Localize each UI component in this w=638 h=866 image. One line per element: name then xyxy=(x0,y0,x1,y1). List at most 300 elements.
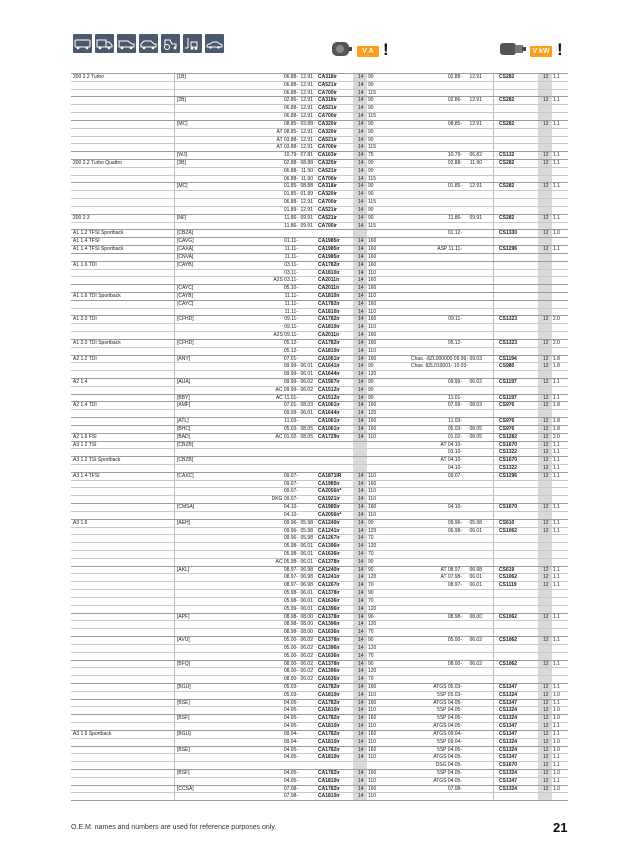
alternator-part-number: CA1810ir xyxy=(318,308,340,315)
alternator-part-number: CA1061ir xyxy=(318,402,340,409)
table-row xyxy=(71,683,568,691)
alternator-to-date: 06.02 xyxy=(300,668,313,675)
starter-from-date: AT 08.97- xyxy=(440,566,462,573)
alternator-to-date: 08.88 xyxy=(300,183,313,190)
starter-to-date: 12.91 xyxy=(469,97,482,104)
starter-part-number: CS282 xyxy=(499,160,515,167)
alternator-amperage: 110 xyxy=(368,308,376,315)
alternator-part-number: CA1810ir xyxy=(318,691,340,698)
model: A2 1.6 FSI xyxy=(73,433,97,440)
starter-part-number: CS976 xyxy=(499,402,515,409)
alternator-amperage: 70 xyxy=(368,652,374,659)
alternator-to-date: 11.90 xyxy=(300,167,313,174)
alternator-part-number: CA2011ir xyxy=(318,285,340,292)
alternator-voltage: 14 xyxy=(358,746,364,753)
alternator-part-number: CA1240ir xyxy=(318,566,340,573)
alternator-voltage: 14 xyxy=(358,644,364,651)
alternator-voltage: 14 xyxy=(358,574,364,581)
alternator-voltage: 14 xyxy=(358,558,364,565)
alternator-from-date: A2S 09.11- xyxy=(273,332,298,339)
alternator-part-number: CA1396ir xyxy=(318,668,340,675)
starter-part-number: CS1670 xyxy=(499,441,518,448)
starter-part-number: CS282 xyxy=(499,183,515,190)
table-row xyxy=(71,472,568,480)
alternator-amperage: 90 xyxy=(368,191,374,198)
alternator-amperage: 70 xyxy=(368,597,374,604)
alternator-amperage: 120 xyxy=(368,605,377,612)
starter-part-number: CS1347 xyxy=(499,777,518,784)
alternator-from-date: 05.98- xyxy=(283,590,298,597)
alternator-part-number: CA1782ir xyxy=(318,316,340,323)
table-row xyxy=(71,198,568,206)
starter-from-date: 05.00- xyxy=(447,637,462,644)
starter-to-date: 08.05 xyxy=(469,425,482,432)
alternator-part-number: CA1061ir xyxy=(318,355,340,362)
alternator-part-number: CA1396ir xyxy=(318,621,340,628)
starter-part-number: CS1324 xyxy=(499,785,518,792)
alternator-from-date: 06.88- xyxy=(283,175,298,182)
alternator-from-date: 09.04- xyxy=(283,730,298,737)
starter-part-number: CS1282 xyxy=(499,433,518,440)
table-row xyxy=(71,456,568,464)
alternator-voltage: 14 xyxy=(358,433,364,440)
alternator-amperage: 90 xyxy=(368,97,374,104)
starter-part-number: CS1347 xyxy=(499,699,518,706)
alternator-from-date: 08.85- xyxy=(283,120,298,127)
alternator-from-date: AC 05.98- xyxy=(275,558,298,565)
alternator-amperage: 90 xyxy=(368,613,374,620)
table-row xyxy=(71,667,568,675)
starter-kilowatts: 1.1 xyxy=(553,457,560,464)
alternator-part-number: CA320ir xyxy=(318,128,337,135)
starter-voltage-kw-badge: V kW xyxy=(530,46,552,57)
alternator-voltage: 14 xyxy=(358,292,364,299)
alternator-part-number: CA163ir xyxy=(318,152,337,159)
alternator-part-number: CA2056ir* xyxy=(318,511,342,518)
alternator-part-number: CA1985ir xyxy=(318,246,340,253)
alternator-amperage: 90 xyxy=(368,566,374,573)
engine-code: [ATL] xyxy=(177,418,189,425)
starter-part-number: CS1670 xyxy=(499,504,518,511)
model: A1 1.4 TFSI xyxy=(73,238,100,245)
alternator-voltage: 14 xyxy=(358,730,364,737)
table-row xyxy=(71,761,568,769)
alternator-from-date: 07.08- xyxy=(283,793,298,800)
alternator-voltage: 14 xyxy=(358,371,364,378)
alternator-part-number: CA1810ir xyxy=(318,347,340,354)
starter-to-date: 06.98 xyxy=(469,566,482,573)
alternator-amperage: 90 xyxy=(368,378,374,385)
table-row xyxy=(71,237,568,245)
alternator-amperage: 160 xyxy=(368,730,377,737)
alternator-part-number: CA1810ir xyxy=(318,269,340,276)
starter-kilowatts: 1.0 xyxy=(553,769,560,776)
starter-kilowatts: 1.1 xyxy=(553,214,560,221)
starter-to-date: 06.01 xyxy=(469,574,482,581)
application-table xyxy=(71,73,568,801)
alternator-from-date: 01.89- xyxy=(283,206,298,213)
alternator-voltage: 14 xyxy=(358,199,364,206)
table-row xyxy=(71,527,568,535)
alternator-to-date: 05.98 xyxy=(300,527,313,534)
alternator-from-date: 06.88- xyxy=(283,167,298,174)
alternator-amperage: 160 xyxy=(368,316,377,323)
alternator-amperage: 110 xyxy=(368,488,376,495)
alternator-from-date: AT 03.88- xyxy=(276,144,298,151)
starter-voltage: 12 xyxy=(543,449,549,456)
table-row xyxy=(71,104,568,112)
starter-from-date: 11.86- xyxy=(448,214,462,221)
alternator-amperage: 70 xyxy=(368,582,374,589)
table-row xyxy=(71,542,568,550)
table-row xyxy=(71,253,568,261)
alternator-voltage: 14 xyxy=(358,386,364,393)
table-row xyxy=(71,167,568,175)
alternator-voltage: 14 xyxy=(358,754,364,761)
table-row xyxy=(71,370,568,378)
alternator-to-date: 08.05 xyxy=(300,433,313,440)
alternator-part-number: CA318ir xyxy=(318,97,337,104)
starter-voltage: 12 xyxy=(543,762,549,769)
alternator-voltage-amp-badge: V A xyxy=(357,46,379,57)
alternator-part-number: CA1810ir xyxy=(318,738,340,745)
starter-part-number: CS1296 xyxy=(499,246,518,253)
alternator-amperage: 160 xyxy=(368,246,377,253)
table-row xyxy=(71,636,568,644)
starter-from-date: Chas. -8ZL000000 09.99- xyxy=(411,355,468,362)
starter-voltage: 12 xyxy=(543,504,549,511)
alternator-part-number: CA1378ir xyxy=(318,613,340,620)
alternator-from-date: 09.99- xyxy=(283,371,298,378)
starter-kilowatts: 1.0 xyxy=(553,738,560,745)
alternator-voltage: 14 xyxy=(358,683,364,690)
alternator-from-date: 05.10- xyxy=(283,285,298,292)
alternator-voltage: 14 xyxy=(358,332,364,339)
starter-kilowatts: 1.1 xyxy=(553,183,560,190)
starter-voltage: 12 xyxy=(543,355,549,362)
alternator-amperage: 110 xyxy=(368,511,376,518)
alternator-from-date: 01.85- xyxy=(283,191,298,198)
alternator-from-date: 10.79- xyxy=(283,152,298,159)
alternator-voltage: 14 xyxy=(358,74,364,80)
engine-code: [BAD] xyxy=(177,433,191,440)
table-row xyxy=(71,190,568,198)
alternator-amperage: 160 xyxy=(368,418,377,425)
engine-code: [BHC] xyxy=(177,425,191,432)
engine-code: [CAYC] xyxy=(177,300,194,307)
starter-kilowatts: 2.0 xyxy=(553,339,560,346)
engine-code: [CAXC] xyxy=(177,472,194,479)
starter-from-date: 08.00- xyxy=(447,660,462,667)
alternator-amperage: 110 xyxy=(368,754,376,761)
alternator-from-date: 09.04- xyxy=(283,738,298,745)
alternator-amperage: 115 xyxy=(368,222,376,229)
alternator-amperage: 120 xyxy=(368,527,377,534)
starter-voltage: 12 xyxy=(543,246,549,253)
alternator-voltage: 14 xyxy=(358,222,364,229)
alternator-amperage: 90 xyxy=(368,519,374,526)
alternator-from-date: 05.99- xyxy=(283,605,298,612)
model: 200 2.2 Turbo Quattro xyxy=(73,160,122,167)
engine-code: [ANY] xyxy=(177,355,191,362)
engine-code: [BSF] xyxy=(177,769,190,776)
engine-code: [MC] xyxy=(177,120,188,127)
alternator-voltage: 14 xyxy=(358,97,364,104)
alternator-part-number: CA1267ir xyxy=(318,582,340,589)
table-row xyxy=(71,448,568,456)
alternator-voltage: 14 xyxy=(358,621,364,628)
alternator-voltage: 14 xyxy=(358,105,364,112)
starter-part-number: CS282 xyxy=(499,120,515,127)
starter-kilowatts: 1.1 xyxy=(553,730,560,737)
starter-voltage: 12 xyxy=(543,472,549,479)
alternator-voltage: 14 xyxy=(358,206,364,213)
starter-kilowatts: 1.1 xyxy=(553,504,560,511)
starter-from-date: 02.88- xyxy=(447,74,462,80)
alternator-from-date: 11.86- xyxy=(284,214,298,221)
starter-from-date: ASP 11.11- xyxy=(437,246,462,253)
starter-voltage: 12 xyxy=(543,339,549,346)
alternator-part-number: CA320ir xyxy=(318,160,337,167)
table-row xyxy=(71,487,568,495)
table-row xyxy=(71,276,568,284)
alternator-voltage: 14 xyxy=(358,527,364,534)
model: A1 1.6 TDI Sportback xyxy=(73,292,121,299)
alternator-from-date: 11.86- xyxy=(284,222,298,229)
alternator-voltage: 14 xyxy=(358,418,364,425)
starter-from-date: 05.03- xyxy=(447,425,462,432)
alternator-voltage: 14 xyxy=(358,511,364,518)
alternator-amperage: 120 xyxy=(368,574,377,581)
starter-from-date: 02.86- xyxy=(447,97,462,104)
engine-code: [CAYC] xyxy=(177,285,194,292)
alternator-voltage: 14 xyxy=(358,81,364,88)
starter-part-number: CS1062 xyxy=(499,637,518,644)
starter-part-number: CS1062 xyxy=(499,527,518,534)
alternator-voltage: 14 xyxy=(358,324,364,331)
alternator-voltage: 14 xyxy=(358,347,364,354)
starter-voltage: 12 xyxy=(543,183,549,190)
alternator-voltage: 14 xyxy=(358,128,364,135)
alternator-from-date: 07.08- xyxy=(283,785,298,792)
alternator-from-date: 05.00- xyxy=(283,637,298,644)
alternator-part-number: CA1644ir xyxy=(318,371,340,378)
starter-kilowatts: 1.8 xyxy=(553,418,560,425)
alternator-amperage: 110 xyxy=(368,472,376,479)
alternator-from-date: 09.07- xyxy=(283,472,298,479)
alternator-part-number: CA1810ir xyxy=(318,324,340,331)
alternator-from-date: AC 09.99- xyxy=(275,386,298,393)
alternator-part-number: CA1378ir xyxy=(318,660,340,667)
alternator-to-date: 06.01 xyxy=(300,543,313,550)
van-icon xyxy=(117,34,136,53)
alternator-part-number: CA2056ir* xyxy=(318,488,342,495)
starter-kilowatts: 1.8 xyxy=(553,363,560,370)
starter-to-date: 06.82 xyxy=(469,152,482,159)
alternator-amperage: 160 xyxy=(368,425,377,432)
alternator-amperage: 70 xyxy=(368,629,374,636)
alternator-part-number: CA700ir xyxy=(318,222,337,229)
alternator-amperage: 110 xyxy=(368,347,376,354)
alternator-voltage: 14 xyxy=(358,316,364,323)
alternator-from-date: 03.11- xyxy=(284,269,298,276)
model: A2 1.4 TDI xyxy=(73,402,97,409)
alternator-from-date: 09.11- xyxy=(284,316,298,323)
starter-from-date: DSG 04.05- xyxy=(435,762,462,769)
starter-voltage: 12 xyxy=(543,402,549,409)
alternator-part-number: CA1782ir xyxy=(318,769,340,776)
table-row xyxy=(71,394,568,402)
alternator-warning-icon: ! xyxy=(383,40,389,59)
starter-part-number: CS1062 xyxy=(499,574,518,581)
starter-voltage: 12 xyxy=(543,441,549,448)
alternator-from-date: AC 01.02- xyxy=(275,433,298,440)
alternator-amperage: 110 xyxy=(368,433,376,440)
alternator-part-number: CA1636ir xyxy=(318,676,340,683)
alternator-amperage: 160 xyxy=(368,504,377,511)
alternator-voltage: 14 xyxy=(358,590,364,597)
starter-voltage: 12 xyxy=(543,785,549,792)
alternator-to-date: 06.01 xyxy=(300,597,313,604)
alternator-amperage: 160 xyxy=(368,785,377,792)
table-row xyxy=(71,675,568,683)
alternator-to-date: 06.02 xyxy=(300,652,313,659)
table-row xyxy=(71,143,568,151)
starter-part-number: CS1670 xyxy=(499,762,518,769)
starter-from-date: 06.98- xyxy=(447,527,462,534)
alternator-part-number: CA1782ir xyxy=(318,785,340,792)
alternator-voltage: 14 xyxy=(358,285,364,292)
starter-from-date: 5SP 04.05- xyxy=(437,715,462,722)
alternator-voltage: 14 xyxy=(358,723,364,730)
alternator-amperage: 120 xyxy=(368,668,377,675)
starter-kilowatts: 2.0 xyxy=(553,316,560,323)
alternator-from-date: 02.86- xyxy=(283,97,298,104)
alternator-from-date: 04.05- xyxy=(283,699,298,706)
engine-code: [WJ] xyxy=(177,152,187,159)
starter-from-date: ATGS 04.05- xyxy=(433,754,462,761)
alternator-to-date: 08.00 xyxy=(300,613,313,620)
starter-to-date: 08.05 xyxy=(469,433,482,440)
model: 200 2.3 xyxy=(73,214,90,221)
table-row xyxy=(71,96,568,104)
forklift-icon xyxy=(183,34,202,53)
starter-kilowatts: 1.8 xyxy=(553,425,560,432)
table-row xyxy=(71,433,568,441)
starter-voltage: 12 xyxy=(543,613,549,620)
starter-kilowatts: 1.1 xyxy=(553,566,560,573)
alternator-voltage: 14 xyxy=(358,637,364,644)
alternator-voltage: 14 xyxy=(358,504,364,511)
table-row xyxy=(71,151,568,159)
alternator-from-date: 04.05- xyxy=(283,769,298,776)
alternator-amperage: 120 xyxy=(368,644,377,651)
engine-code: [CAYB] xyxy=(177,261,194,268)
alternator-amperage: 120 xyxy=(368,621,377,628)
alternator-from-date: 04.05- xyxy=(283,707,298,714)
alternator-to-date: 06.01 xyxy=(300,605,313,612)
starter-kilowatts: 1.1 xyxy=(553,394,560,401)
alternator-from-date: 09.99- xyxy=(283,378,298,385)
table-row xyxy=(71,401,568,409)
alternator-from-date: 05.03- xyxy=(283,683,298,690)
alternator-to-date: 06.01 xyxy=(300,590,313,597)
alternator-amperage: 110 xyxy=(368,777,376,784)
truck-icon xyxy=(95,34,114,53)
alternator-part-number: CA1644ir xyxy=(318,410,340,417)
table-row xyxy=(71,175,568,183)
alternator-from-date: 11.11- xyxy=(284,292,298,299)
alternator-part-number: CA700ir xyxy=(318,89,337,96)
alternator-part-number: CA1241ir xyxy=(318,574,340,581)
starter-voltage: 12 xyxy=(543,683,549,690)
alternator-to-date: 05.98 xyxy=(300,535,313,542)
alternator-from-date: 02.88- xyxy=(283,160,298,167)
starter-part-number: CS1670 xyxy=(499,457,518,464)
starter-kilowatts: 1.1 xyxy=(553,465,560,471)
table-row xyxy=(71,597,568,605)
alternator-voltage: 14 xyxy=(358,597,364,604)
starter-kilowatts: 1.1 xyxy=(553,152,560,159)
alternator-part-number: CA1782ir xyxy=(318,699,340,706)
alternator-part-number: CA521ir xyxy=(318,167,337,174)
alternator-voltage: 14 xyxy=(358,488,364,495)
alternator-part-number: CA1782ir xyxy=(318,730,340,737)
model: A1 2.0 TDI Sportback xyxy=(73,339,121,346)
alternator-amperage: 70 xyxy=(368,676,374,683)
alternator-part-number: CA1782ir xyxy=(318,339,340,346)
starter-part-number: CS1194 xyxy=(499,355,517,362)
alternator-amperage: 120 xyxy=(368,371,377,378)
table-row xyxy=(71,699,568,707)
alternator-part-number: CA1636ir xyxy=(318,652,340,659)
table-row xyxy=(71,269,568,277)
alternator-from-date: 05.12- xyxy=(283,339,298,346)
starter-to-date: 12.91 xyxy=(469,183,482,190)
starter-kilowatts: 1.1 xyxy=(553,472,560,479)
alternator-amperage: 110 xyxy=(368,738,376,745)
starter-voltage: 12 xyxy=(543,378,549,385)
engine-code: [CBZA] xyxy=(177,230,194,237)
engine-code: [1B] xyxy=(177,74,186,80)
alternator-part-number: CA1985ir xyxy=(318,238,340,245)
starter-voltage: 12 xyxy=(543,637,549,644)
alternator-voltage: 14 xyxy=(358,676,364,683)
starter-kilowatts: 1.1 xyxy=(553,378,560,385)
alternator-amperage: 90 xyxy=(368,81,374,88)
starter-part-number: CS1296 xyxy=(499,472,518,479)
starter-voltage: 12 xyxy=(543,660,549,667)
starter-from-date: 11.01- xyxy=(448,394,462,401)
starter-from-date: 09.99- xyxy=(447,378,462,385)
table-row xyxy=(71,81,568,89)
starter-kilowatts: 1.1 xyxy=(553,574,560,581)
alternator-to-date: 12.91 xyxy=(300,144,313,151)
alternator-part-number: CA700ir xyxy=(318,199,337,206)
alternator-voltage: 14 xyxy=(358,246,364,253)
alternator-to-date: 01.89 xyxy=(300,191,313,198)
alternator-from-date: 09.99- xyxy=(283,363,298,370)
alternator-to-date: 06.01 xyxy=(300,410,313,417)
engine-code: [BSF] xyxy=(177,715,190,722)
alternator-amperage: 90 xyxy=(368,558,374,565)
alternator-amperage: 90 xyxy=(368,590,374,597)
table-row xyxy=(71,722,568,730)
alternator-from-date: 08.98- xyxy=(283,621,298,628)
starter-kilowatts: 1.1 xyxy=(553,97,560,104)
page-header xyxy=(71,32,571,66)
alternator-amperage: 90 xyxy=(368,386,374,393)
